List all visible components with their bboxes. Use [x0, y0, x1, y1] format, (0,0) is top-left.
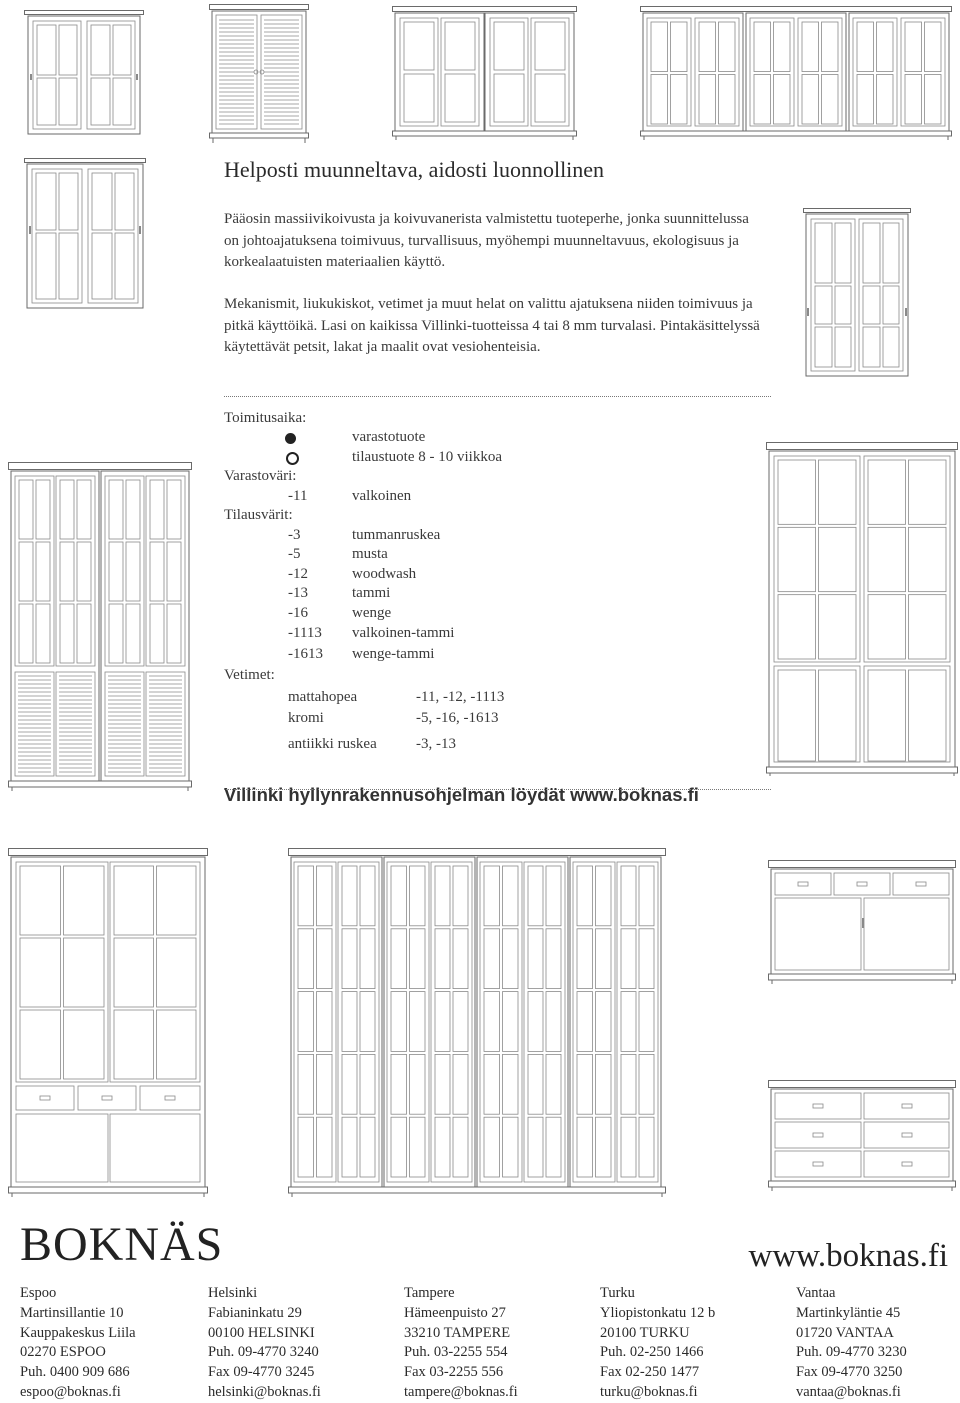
handle-name: antiikki ruskea: [288, 736, 377, 752]
cabinet-glass-doors-top-left-drawing: [24, 10, 144, 135]
office-email[interactable]: vantaa@boknas.fi: [796, 1383, 901, 1400]
office-tampere: [404, 1284, 518, 1403]
office-line: 01720 VANTAA: [796, 1324, 894, 1341]
handle-codes: -11, -12, -1113: [416, 689, 505, 705]
boknas-logo: BOKNÄS: [20, 1218, 224, 1271]
website-url[interactable]: www.boknas.fi: [748, 1238, 948, 1274]
stock-item-text: varastotuote: [352, 429, 426, 445]
order-color-name: wenge-tammi: [352, 646, 435, 662]
order-color-name: tummanruskea: [352, 527, 441, 543]
office-line: 20100 TURKU: [600, 1324, 690, 1341]
order-color-code: -13: [288, 585, 308, 601]
wall-cabinet-glass-right-drawing: [803, 208, 911, 378]
office-line: Puh. 09-4770 3240: [208, 1344, 319, 1361]
office-city: Tampere: [404, 1285, 455, 1301]
stock-color-label: Varastoväri:: [224, 468, 297, 484]
office-email[interactable]: espoo@boknas.fi: [20, 1383, 121, 1400]
order-color-code: -1613: [288, 646, 323, 662]
office-email[interactable]: turku@boknas.fi: [600, 1383, 698, 1400]
handles-label: Vetimet:: [224, 667, 275, 683]
stock-color-code: -11: [288, 488, 308, 504]
order-item-text: tilaustuote 8 - 10 viikkoa: [352, 449, 502, 465]
handle-name: kromi: [288, 710, 324, 726]
office-espoo: [20, 1284, 136, 1403]
triple-cabinet-glass-doors-top-right-drawing: [640, 6, 952, 141]
office-line: Puh. 09-4770 3230: [796, 1344, 907, 1361]
office-line: Fax 09-4770 3250: [796, 1364, 903, 1381]
double-cabinet-glass-doors-top-drawing: [392, 6, 577, 141]
office-city: Vantaa: [796, 1285, 836, 1301]
order-color-code: -3: [288, 527, 301, 543]
order-color-name: woodwash: [352, 566, 417, 582]
website-promo-text: Villinki hyllynrakennusohjelman löydät www.boknas.fi: [224, 784, 699, 805]
stock-color-name: valkoinen: [352, 488, 412, 504]
office-line: Kauppakeskus Liila: [20, 1324, 136, 1341]
order-color-code: -12: [288, 566, 308, 582]
dresser-drawers-drawing: [768, 1080, 956, 1192]
office-city: Turku: [600, 1285, 635, 1301]
tall-double-cabinet-louvre-drawing: [8, 462, 192, 792]
page-title: Helposti muunneltava, aidosti luonnollinen: [224, 157, 605, 182]
handle-codes: -3, -13: [416, 736, 456, 752]
order-color-name: valkoinen-tammi: [352, 625, 455, 641]
wall-cabinet-glass-left-drawing: [24, 158, 146, 310]
tall-cabinet-glass-right-drawing: [766, 442, 958, 777]
office-line: Puh. 03-2255 554: [404, 1344, 508, 1361]
sideboard-drawers-drawing: [768, 860, 956, 985]
cabinet-louvre-doors-top-drawing: [209, 4, 309, 144]
intro-paragraph: Pääosin massiivikoivusta ja koivuvanerista valmistettu tuoteperhe, jonka suunnittelussa on johtoajatuksena toimivuus, turvallisuus, myöhempi muunneltavuus, ekologisuus ja korkealaatuisten materiaalien käyttö.: [224, 211, 749, 270]
office-line: Fax 02-250 1477: [600, 1364, 700, 1381]
tall-cabinet-drawers-sliding-doors-drawing: [8, 848, 208, 1198]
office-line: Puh. 02-250 1466: [600, 1344, 704, 1361]
order-color-code: -1113: [288, 625, 322, 641]
office-line: Martinkyläntie 45: [796, 1304, 901, 1321]
office-email[interactable]: tampere@boknas.fi: [404, 1383, 518, 1400]
office-line: Fabianinkatu 29: [208, 1304, 302, 1321]
quad-cabinet-glass-drawing: [288, 848, 666, 1198]
divider-bottom: [224, 789, 771, 790]
office-turku: [600, 1284, 715, 1403]
order-color-name: tammi: [352, 585, 391, 601]
office-email[interactable]: helsinki@boknas.fi: [208, 1383, 321, 1400]
stock-item-icon: [285, 433, 296, 444]
order-colors-label: Tilausvärit:: [224, 507, 293, 523]
order-color-code: -5: [288, 546, 301, 562]
order-color-code: -16: [288, 605, 308, 621]
office-vantaa: [796, 1284, 907, 1403]
office-line: Fax 03-2255 556: [404, 1364, 504, 1381]
delivery-label: Toimitusaika:: [224, 410, 307, 426]
office-line: 33210 TAMPERE: [404, 1324, 511, 1341]
handle-codes: -5, -16, -1613: [416, 710, 499, 726]
divider-top: [224, 396, 771, 397]
order-item-icon: [286, 452, 299, 465]
office-line: Hämeenpuisto 27: [404, 1304, 506, 1321]
office-line: Fax 09-4770 3245: [208, 1364, 315, 1381]
office-line: 00100 HELSINKI: [208, 1324, 315, 1341]
office-city: Espoo: [20, 1285, 57, 1301]
office-city: Helsinki: [208, 1285, 258, 1301]
office-helsinki: [208, 1284, 321, 1403]
office-line: Puh. 0400 909 686: [20, 1364, 130, 1381]
office-line: Yliopistonkatu 12 b: [600, 1304, 716, 1321]
office-line: Martinsillantie 10: [20, 1304, 124, 1321]
order-color-name: musta: [352, 546, 388, 562]
office-line: 02270 ESPOO: [20, 1344, 106, 1361]
materials-paragraph: Mekanismit, liukukiskot, vetimet ja muut helat on valittu ajatuksena niiden toimivuus ja pitkä käyttöikä. Lasi on kaikissa Villinki-tuotteissa 4 tai 8 mm turvalasi. Pintakäsittelyssä käytettävät petsit, lakat ja maalit ovat vesiohenteisia.: [224, 296, 760, 355]
order-color-name: wenge: [352, 605, 392, 621]
handle-name: mattahopea: [288, 689, 358, 705]
